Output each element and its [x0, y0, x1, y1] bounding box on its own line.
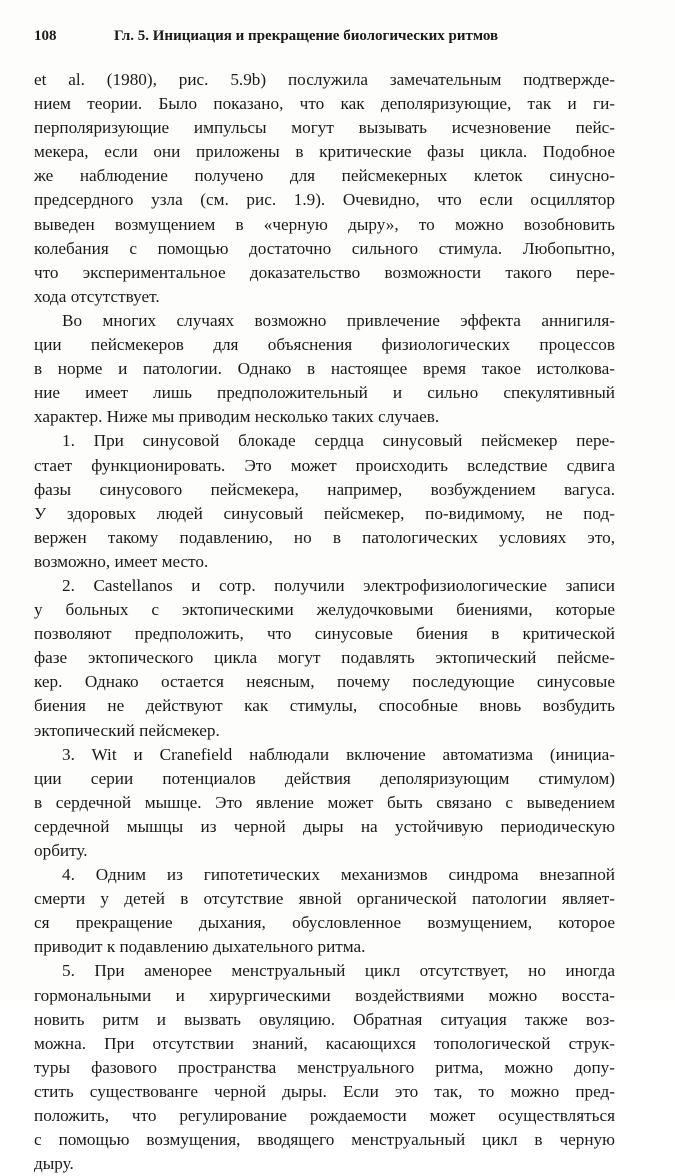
paragraph — [34, 309, 615, 429]
text-line: фазы синусового пейсмекера, например, возбуждением вагуса. — [34, 479, 615, 499]
text-line: 2. Castellanos и сотр. получили электрофизиологические записи — [62, 575, 615, 595]
text-line: 3. Wit и Cranefield наблюдали включение автоматизма (инициа- — [62, 744, 615, 764]
text-line: можна. При отсутствии знаний, касающихся топологической струк- — [34, 1033, 615, 1053]
paragraph — [34, 863, 615, 959]
text-line: et al. (1980), рис. 5.9b) послужила замечательным подтвержде- — [34, 70, 615, 89]
text-line: вержен такому подавлению, но в патологических условиях это, — [34, 527, 615, 547]
text-line: нием теории. Было показано, что как деполяризующие, так и ги- — [34, 94, 615, 114]
text-line: новить ритм и вызвать овуляцию. Обратная ситуация также воз- — [34, 1009, 615, 1029]
text-line: в норме и патологии. Однако в настоящее время такое истолкова- — [34, 359, 615, 379]
text-line: стает функционировать. Это может происходить вследствие сдвига — [34, 455, 615, 475]
text-line: Во многих случаях возможно привлечение эффекта аннигиля- — [62, 310, 615, 330]
text-line: перполяризующие импульсы могут вызывать исчезновение пейс- — [34, 118, 615, 138]
text-line: гормональными и хирургическими воздействиями можно восста- — [34, 985, 615, 1005]
text-line: в сердечной мышце. Это явление может быть связано с выведением — [34, 792, 615, 812]
text-line: туры фазового пространства менструального ритма, можно допу- — [34, 1057, 615, 1077]
paragraph — [34, 959, 615, 1176]
text-line: 5. При аменорее менструальный цикл отсутствует, но иногда — [62, 961, 615, 981]
text-line: хода отсутствует. — [34, 286, 160, 306]
text-line: ние имеет лишь предположительный и сильно спекулятивный — [34, 383, 615, 403]
chapter-title: Гл. 5. Инициация и прекращение биологических ритмов — [114, 28, 499, 44]
text-line: возможно, имеет место. — [34, 551, 209, 571]
text-line: положить, что регулирование рождаемости может осуществляться — [34, 1106, 615, 1126]
text-line: предсердного узла (см. рис. 1.9). Очевидно, что если осциллятор — [34, 190, 615, 210]
text-line: кер. Однако остается неясным, почему последующие синусовые — [34, 672, 615, 692]
text-line: стить существованге черной дыры. Если это так, то можно пред- — [34, 1081, 615, 1101]
text-line: эктопический пейсмекер. — [34, 720, 220, 740]
text-line: дыру. — [34, 1154, 74, 1174]
text-line: позволяют предположить, что синусовые биения в критической — [34, 624, 615, 644]
text-line: У здоровых людей синусовый пейсмекер, по-видимому, не под- — [34, 503, 615, 523]
paragraph — [34, 743, 615, 863]
text-line: орбиту. — [34, 841, 88, 860]
text-line: смерти у детей в отсутствие явной органической патологии являет- — [34, 889, 615, 909]
text-line: с помощью возмущения, вводящего менструальный цикл в черную — [34, 1130, 615, 1150]
text-line: ся прекращение дыхания, обусловленное возмущением, которое — [34, 913, 615, 933]
text-line: ции пейсмекеров для объяснения физиологических процессов — [34, 335, 615, 355]
text-line: приводит к подавлению дыхательного ритма. — [34, 937, 366, 957]
text-line: колебания с помощью достаточно сильного стимула. Любопытно, — [34, 238, 615, 258]
running-head — [34, 28, 624, 45]
text-line: характер. Ниже мы приводим несколько таких случаев. — [34, 407, 440, 427]
text-line: же наблюдение получено для пейсмекерных клеток синусно- — [34, 166, 615, 186]
text-line: 1. При синусовой блокаде сердца синусовый пейсмекер пере- — [62, 431, 615, 451]
text-line: выведен возмущением в «черную дыру», то можно возобновить — [34, 214, 615, 234]
text-line: что экспериментальное доказательство возможности такого пере- — [34, 262, 615, 282]
page-number: 108 — [34, 28, 57, 44]
text-line: фазе эктопического цикла могут подавлять эктопический пейсме- — [34, 648, 615, 668]
text-line: 4. Одним из гипотетических механизмов синдрома внезапной — [62, 865, 615, 885]
text-line: у больных с эктопическими желудочковыми биениями, которые — [34, 600, 615, 620]
paragraph — [34, 429, 615, 574]
text-line: сердечной мышцы из черной дыры на устойчивую периодическую — [34, 816, 615, 836]
body-text — [34, 68, 615, 1176]
text-line: ции серии потенциалов действия деполяризующим стимулом) — [34, 768, 615, 788]
text-line: мекера, если они приложены в критические фазы цикла. Подобное — [34, 142, 615, 162]
paragraph — [34, 68, 615, 309]
paragraph — [34, 574, 615, 743]
text-line: биения не действуют как стимулы, способные вновь возбудить — [34, 696, 615, 716]
